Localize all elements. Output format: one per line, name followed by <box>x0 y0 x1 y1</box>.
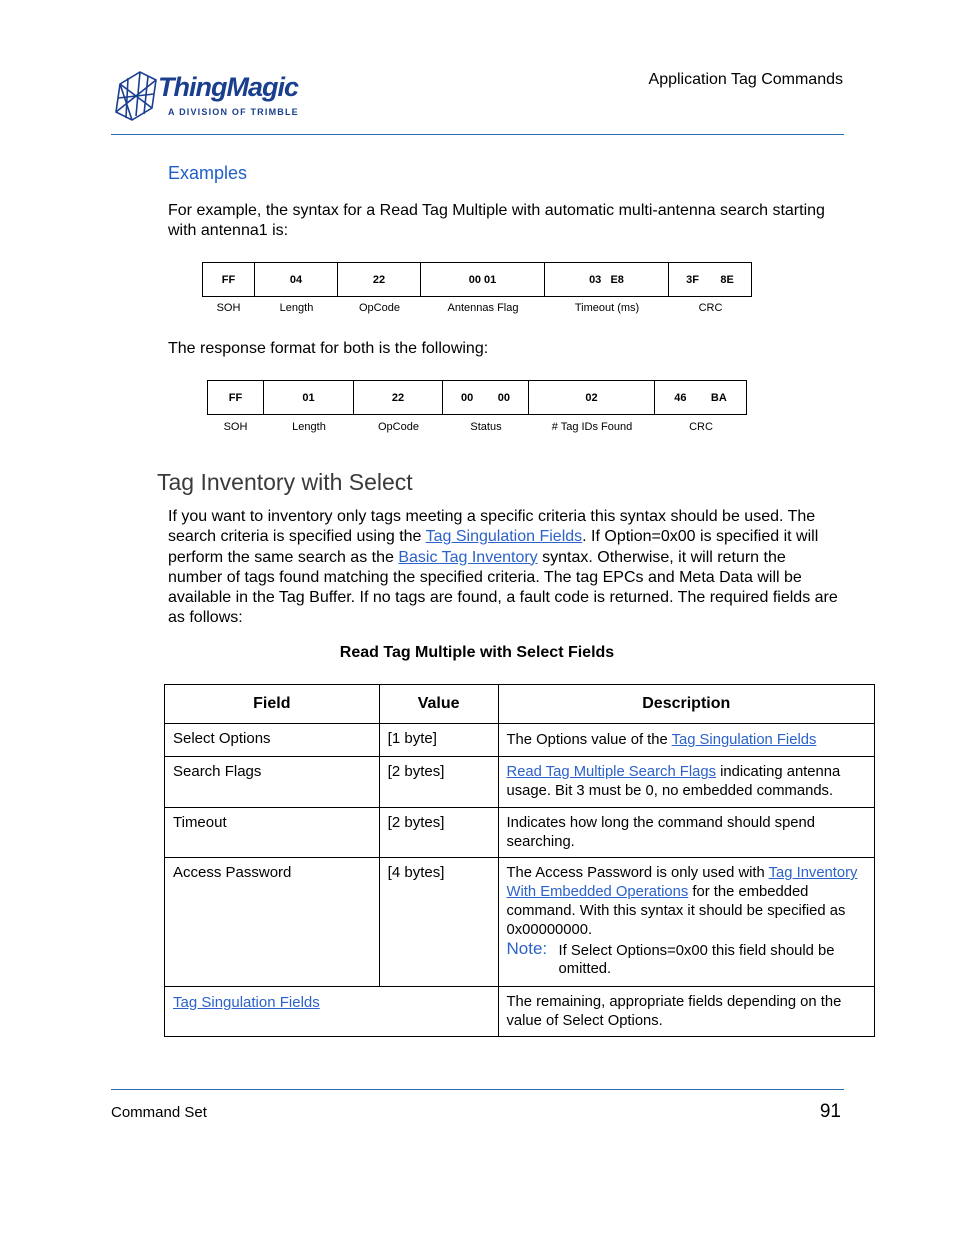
command-cell-opcode: 22 <box>338 262 421 297</box>
section-text-3: syntax. Otherwise, it will return the number of tags found matching the specified criteria. The tag EPCs and Meta Data will be available in the Tag Buffer. If no tags are found, a fault code is returned. The required fields are as follows: <box>168 548 838 627</box>
command-cell-antennas-flag: 00 01 <box>421 262 545 297</box>
table-row <box>165 724 875 757</box>
logo-tagline: A DIVISION OF TRIMBLE <box>168 107 299 117</box>
section-text-1: If you want to inventory only tags meeting a specific criteria this syntax should be used. The search criteria is specified using the <box>168 508 816 546</box>
header-rule <box>111 134 844 135</box>
value-cell: [2 bytes] <box>387 814 445 831</box>
command-label-opcode: OpCode <box>359 302 400 314</box>
table-row <box>165 808 875 858</box>
response-packet <box>207 380 747 415</box>
note <box>507 940 866 978</box>
field-cell: Search Flags <box>173 763 262 780</box>
value-cell: [1 byte] <box>387 730 437 747</box>
description-cell <box>499 858 874 983</box>
response-packet-labels <box>207 421 747 433</box>
command-label-antennas-flag: Antennas Flag <box>447 302 519 314</box>
command-label-crc: CRC <box>698 302 723 314</box>
examples-heading: Examples <box>168 163 248 183</box>
response-cell-opcode: 22 <box>354 380 443 415</box>
description-text: for the embedded command. With this syntax it should be specified as 0x00000000. <box>506 884 846 938</box>
section-text-2: . If Option=0x00 is specified it will perform the same search as the <box>168 528 819 566</box>
response-label-tag-ids-found: # Tag IDs Found <box>551 421 633 433</box>
description-text: indicating antenna usage. Bit 3 must be 0, no embedded commands. <box>506 764 841 799</box>
table-row <box>165 858 875 987</box>
logo-wordmark: ThingMagic <box>158 72 298 102</box>
note-text: If Select Options=0x00 this field should be omitted. <box>558 943 835 977</box>
value-cell: [4 bytes] <box>387 864 445 881</box>
field-cell: Select Options <box>173 730 271 747</box>
page-number: 91 <box>819 1101 841 1122</box>
column-header-value: Value <box>379 685 498 724</box>
link-basic-tag-inventory[interactable]: Basic Tag Inventory <box>398 548 538 566</box>
value-cell: [2 bytes] <box>387 763 445 780</box>
response-cell-length: 01 <box>264 380 354 415</box>
response-label-length: Length <box>292 421 326 433</box>
column-header-field: Field <box>165 685 380 724</box>
footer-rule <box>111 1089 844 1090</box>
link-tag-singulation-fields[interactable]: Tag Singulation Fields <box>671 732 817 748</box>
response-intro: The response format for both is the following: <box>168 340 489 357</box>
footer-chapter: Command Set <box>111 1104 207 1121</box>
command-label-soh: SOH <box>216 302 241 314</box>
command-label-length: Length <box>279 302 314 314</box>
response-label-opcode: OpCode <box>378 421 419 433</box>
description-text: The Access Password is only used with <box>506 865 769 881</box>
table-caption: Read Tag Multiple with Select Fields <box>339 644 615 661</box>
field-cell: Access Password <box>173 864 292 881</box>
thingmagic-logo <box>112 68 312 124</box>
field-cell <box>165 987 498 1017</box>
command-cell-timeout: 03 E8 <box>545 262 669 297</box>
description-cell: Indicates how long the command should spend searching. <box>506 815 815 850</box>
description-cell: The remaining, appropriate fields depending on the value of Select Options. <box>506 994 842 1029</box>
response-cell-soh: FF <box>207 380 264 415</box>
table-header-row <box>165 685 875 724</box>
section-heading: Tag Inventory with Select <box>157 469 413 495</box>
select-fields-table <box>164 684 875 1037</box>
response-label-soh: SOH <box>223 421 248 433</box>
link-tag-singulation-fields[interactable]: Tag Singulation Fields <box>425 528 583 546</box>
command-label-timeout: Timeout (ms) <box>574 302 640 314</box>
examples-intro: For example, the syntax for a Read Tag Multiple with automatic multi-antenna search starting with antenna1 is: <box>168 202 825 240</box>
response-cell-status: 00 00 <box>443 380 529 415</box>
link-read-tag-multiple-search-flags[interactable]: Read Tag Multiple Search Flags <box>506 764 716 780</box>
link-tag-inventory-embedded-operations[interactable]: Tag Inventory With Embedded Operations <box>506 865 858 900</box>
header-section-title: Application Tag Commands <box>648 71 843 88</box>
response-cell-crc: 46 BA <box>655 380 747 415</box>
section-paragraph <box>168 507 844 629</box>
description-cell <box>499 757 874 806</box>
command-cell-crc: 3F 8E <box>669 262 752 297</box>
command-cell-soh: FF <box>202 262 255 297</box>
logo-globe-icon <box>112 68 160 124</box>
command-packet <box>202 262 752 297</box>
description-text: The Options value of the <box>506 732 672 748</box>
command-packet-labels <box>202 302 752 314</box>
column-header-description: Description <box>498 685 874 724</box>
table-row <box>165 757 875 808</box>
response-label-status: Status <box>470 421 502 433</box>
field-cell: Timeout <box>173 814 227 831</box>
link-tag-singulation-fields[interactable]: Tag Singulation Fields <box>173 994 320 1011</box>
response-cell-tag-ids-found: 02 <box>529 380 655 415</box>
description-cell <box>499 724 874 755</box>
table-row <box>165 987 875 1037</box>
note-label: Note: <box>506 939 548 958</box>
response-label-crc: CRC <box>689 421 713 433</box>
command-cell-length: 04 <box>255 262 338 297</box>
